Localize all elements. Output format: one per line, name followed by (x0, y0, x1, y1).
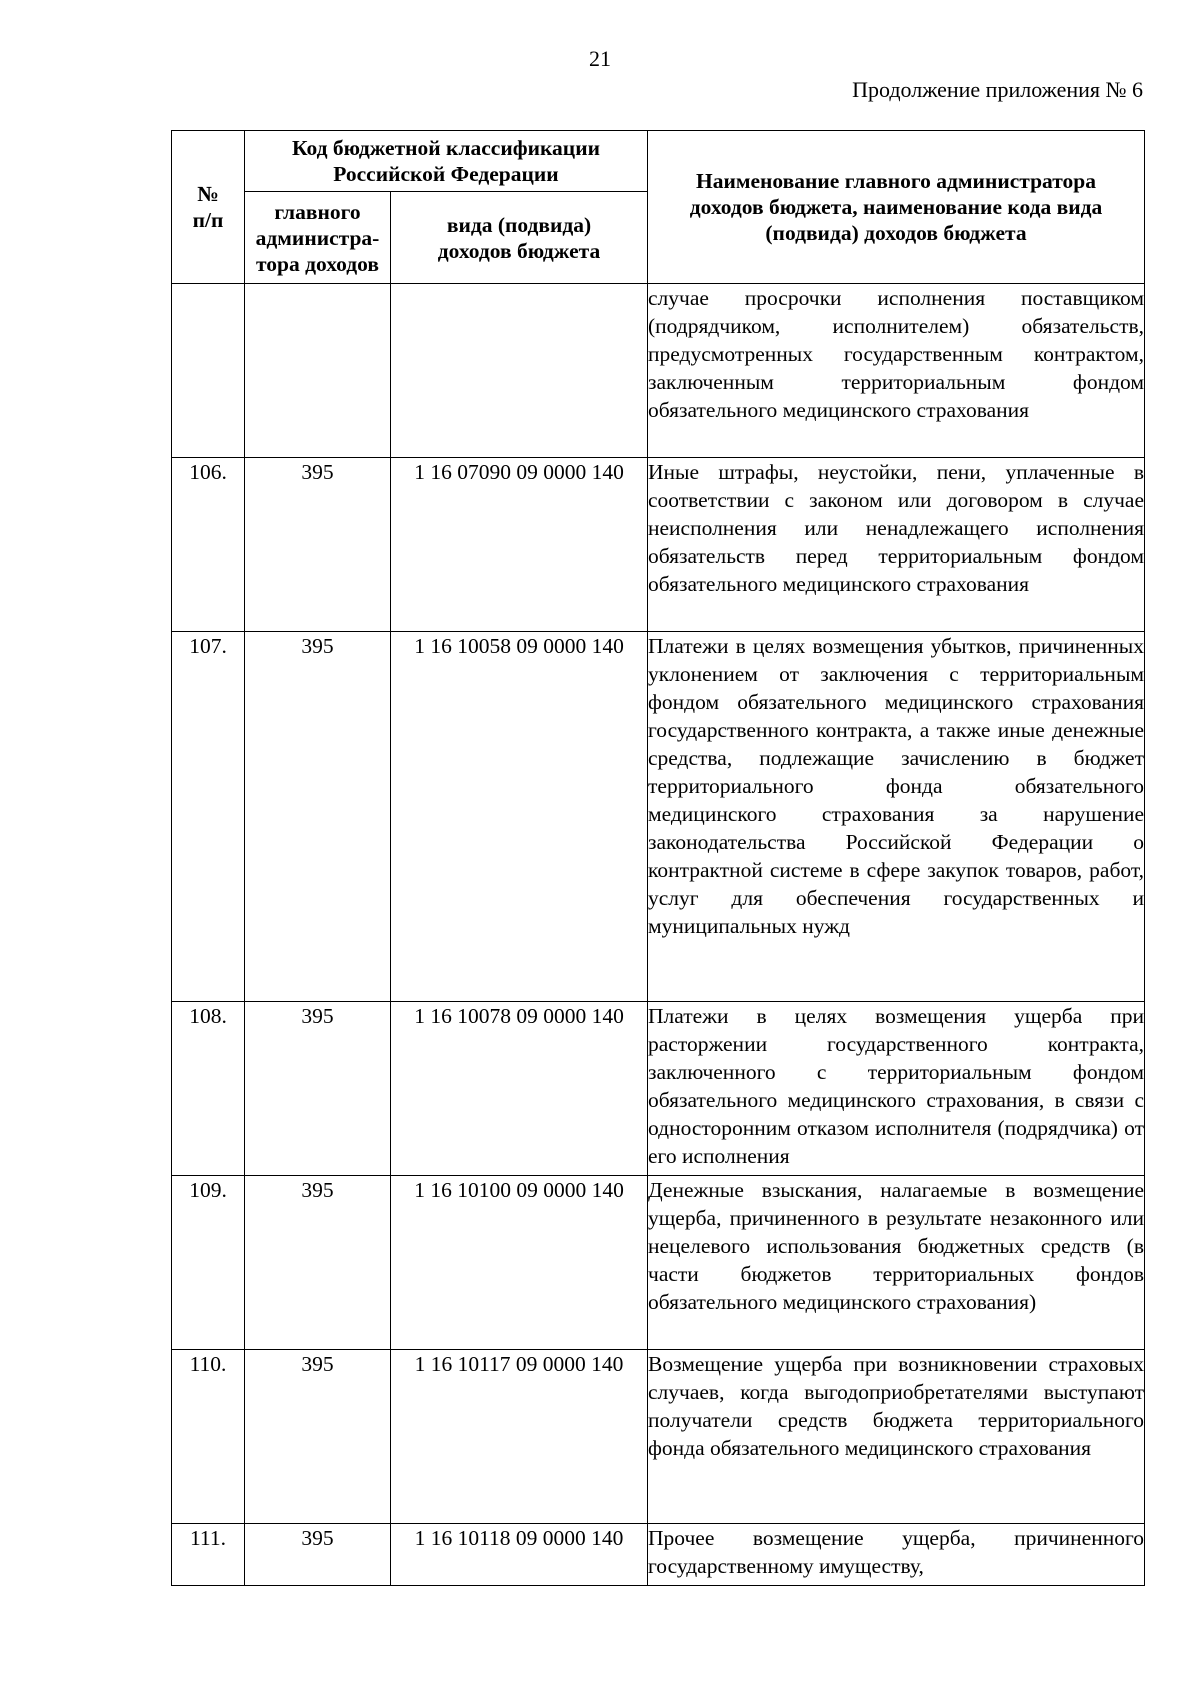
header-number: № п/п (172, 131, 245, 284)
row-admin-code: 395 (245, 1524, 391, 1586)
table-body (172, 284, 1145, 1586)
budget-classification-table (171, 130, 1145, 1586)
row-admin-code: 395 (245, 1350, 391, 1524)
row-name: случае просрочки исполнения поставщиком (подрядчиком, исполнителем) обязательств, предусмотренных государственным контрактом, заключенным территориальным фондом обязательного медицинского страхования (648, 284, 1145, 458)
table-row (172, 1176, 1145, 1350)
row-admin-code: 395 (245, 632, 391, 1002)
row-number: 109. (172, 1176, 245, 1350)
row-admin-code (245, 284, 391, 458)
table-row (172, 1524, 1145, 1586)
row-name: Платежи в целях возмещения убытков, причиненных уклонением от заключения с территориальным фондом обязательного медицинского страхования государственного контракта, а также иные денежные средства, подлежащие зачислению в бюджет территориального фонда обязательного медицинского страхования за нарушение законодательства Российской Федерации о контрактной системе в сфере закупок товаров, работ, услуг для обеспечения государственных и муниципальных нужд (648, 632, 1145, 1002)
row-name: Денежные взыскания, налагаемые в возмещение ущерба, причиненного в результате незаконного или нецелевого использования бюджетных средств (в части бюджетов территориальных фондов обязательного медицинского страхования) (648, 1176, 1145, 1350)
table-row (172, 284, 1145, 458)
table-row (172, 1350, 1145, 1524)
row-number: 110. (172, 1350, 245, 1524)
row-number: 106. (172, 458, 245, 632)
row-income-code: 1 16 10078 09 0000 140 (391, 1002, 648, 1176)
header-code: вида (подвида) доходов бюджета (391, 192, 648, 284)
row-number: 107. (172, 632, 245, 1002)
row-income-code: 1 16 10100 09 0000 140 (391, 1176, 648, 1350)
table-row (172, 632, 1145, 1002)
row-admin-code: 395 (245, 1176, 391, 1350)
row-name: Платежи в целях возмещения ущерба при расторжении государственного контракта, заключенного с территориальным фондом обязательного медицинского страхования, в связи с односторонним отказом исполнителя (подрядчика) от его исполнения (648, 1002, 1145, 1176)
row-number: 111. (172, 1524, 245, 1586)
row-name: Возмещение ущерба при возникновении страховых случаев, когда выгодоприобретателями выступают получатели средств бюджета территориального фонда обязательного медицинского страхования (648, 1350, 1145, 1524)
table-row (172, 1002, 1145, 1176)
row-admin-code: 395 (245, 458, 391, 632)
row-admin-code: 395 (245, 1002, 391, 1176)
table-header (172, 131, 1145, 284)
row-income-code: 1 16 10118 09 0000 140 (391, 1524, 648, 1586)
row-name: Прочее возмещение ущерба, причиненного государственному имуществу, (648, 1524, 1145, 1586)
row-number (172, 284, 245, 458)
row-number: 108. (172, 1002, 245, 1176)
row-income-code: 1 16 10058 09 0000 140 (391, 632, 648, 1002)
header-name: Наименование главного администратора доходов бюджета, наименование кода вида (подвида) доходов бюджета (648, 131, 1145, 284)
row-income-code (391, 284, 648, 458)
row-income-code: 1 16 10117 09 0000 140 (391, 1350, 648, 1524)
header-code-group: Код бюджетной классификации Российской Федерации (245, 131, 648, 192)
header-admin: главного администра-тора доходов (245, 192, 391, 284)
row-income-code: 1 16 07090 09 0000 140 (391, 458, 648, 632)
row-name: Иные штрафы, неустойки, пени, уплаченные в соответствии с законом или договором в случае неисполнения или ненадлежащего исполнения обязательств перед территориальным фондом обязательного медицинского страхования (648, 458, 1145, 632)
page-number: 21 (589, 46, 611, 71)
table-row (172, 458, 1145, 632)
continuation-label: Продолжение приложения № 6 (852, 77, 1143, 102)
